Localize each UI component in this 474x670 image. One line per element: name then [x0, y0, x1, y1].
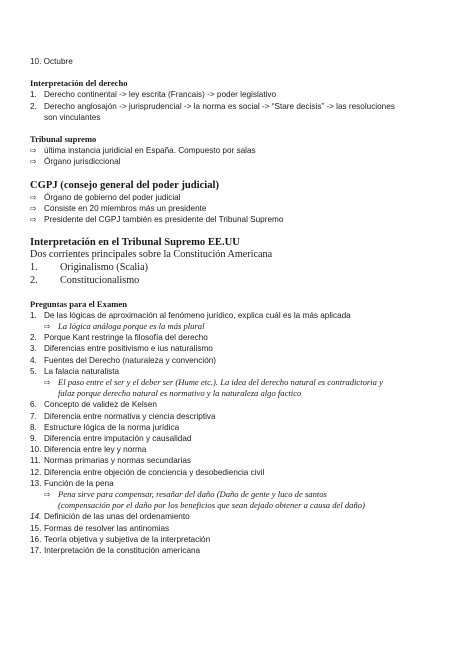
question-item: 17. Interpretación de la constitución americana: [30, 546, 201, 556]
section-heading-eeuu: Interpretación en el Tribunal Supremo EE.UU: [30, 237, 240, 249]
question-item: 4. Fuentes del Derecho (naturaleza y convención): [30, 355, 217, 365]
question-item: 7. Diferencia entre normativa y ciencia descriptiva: [30, 411, 216, 421]
section-heading-tribunal: Tribunal supremo: [30, 134, 97, 145]
list-item: ⇨ Presidente del CGPJ también es presidente del Tribunal Supremo: [30, 215, 284, 225]
question-item: 11. Normas primarias y normas secundarias: [30, 456, 191, 466]
arrow-icon: ⇨: [30, 215, 37, 225]
question-item: 13. Función de la pena: [30, 478, 114, 488]
arrow-icon: ⇨: [30, 203, 37, 213]
question-item: 1. De las lógicas de aproximación al fenómeno jurídico, explica cuál es la más aplicada: [30, 310, 351, 320]
question-item: 9. Diferencia entre imputación y causalidad: [30, 434, 192, 444]
question-item: 10. Diferencia entre ley y norma: [30, 445, 147, 455]
question-item: 14. Definición de las unas del ordenamiento: [30, 512, 190, 522]
arrow-icon: ⇨: [44, 378, 51, 388]
answer-continuation: falaz porque derecho natural es normativo y la naturaleza algo factico: [58, 388, 302, 399]
arrow-icon: ⇨: [30, 192, 37, 202]
answer-continuation: (compensación por el daño por los beneficios que sean dejado obtener a causa del daño): [58, 500, 365, 511]
arrow-icon: ⇨: [44, 322, 51, 332]
arrow-icon: ⇨: [44, 490, 51, 500]
list-item: 1. Derecho continental -> ley escrita (Francais) -> poder legislativo: [30, 90, 277, 100]
answer-item: ⇨ Pena sirve para compensar, resañar del daño (Daño de gente y luco de santos: [44, 489, 327, 500]
list-item: 1. Originalismo (Scalia): [30, 262, 148, 274]
question-item: 5. La falacia naturalista: [30, 366, 120, 376]
arrow-icon: ⇨: [30, 146, 37, 156]
document-page: [30, 56, 450, 556]
eeuu-intro: Dos corrientes principales sobre la Constitución Americana: [30, 249, 273, 261]
question-item: 2. Porque Kant restringe la filosofía del derecho: [30, 333, 208, 343]
section-heading-cgpj: CGPJ (consejo general del poder judicial): [30, 179, 220, 191]
list-item-continuation: son vinculantes: [44, 112, 101, 122]
question-item: 16. Teoría objetiva y subjetiva de la interpretación: [30, 534, 211, 544]
question-item: 6. Concepto de validez de Kelsen: [30, 400, 157, 410]
section-heading-examen: Preguntas para el Examen: [30, 298, 127, 309]
list-item: 2. Derecho anglosajón -> jurisprudencial -> la norma es social -> “Stare decisis” -> las resoluciones: [30, 101, 395, 111]
answer-item: ⇨ La lógica análoga porque es la más plural: [44, 321, 205, 332]
question-item: 15. Formas de resolver las antinomias: [30, 523, 170, 533]
arrow-icon: ⇨: [30, 157, 37, 167]
list-item: 2. Constitucionalismo: [30, 274, 140, 286]
section-heading-interpretacion: Interpretación del derecho: [30, 78, 128, 89]
answer-item: ⇨ El paso entre el ser y el deber ser (Hume etc.). La idea del derecho natural es contradictoria y: [44, 377, 383, 388]
list-item: ⇨ Órgano jurisdiccional: [30, 157, 121, 167]
question-item: 12. Diferencia entre objeción de conciencia y desobediencia civil: [30, 467, 265, 477]
list-item: ⇨ Órgano de gobierno del poder judicial: [30, 192, 181, 202]
list-item: ⇨ Consiste en 20 miembros más un presidente: [30, 203, 207, 213]
list-item: ⇨ última instancia juridicial en España. Compuesto por salas: [30, 146, 256, 156]
date-heading: 10. Octubre: [30, 57, 73, 66]
question-item: 3. Diferencias entre positivismo e ius naturalismo: [30, 344, 213, 354]
question-item: 8. Estructure lógica de la norma jurídica: [30, 422, 180, 432]
